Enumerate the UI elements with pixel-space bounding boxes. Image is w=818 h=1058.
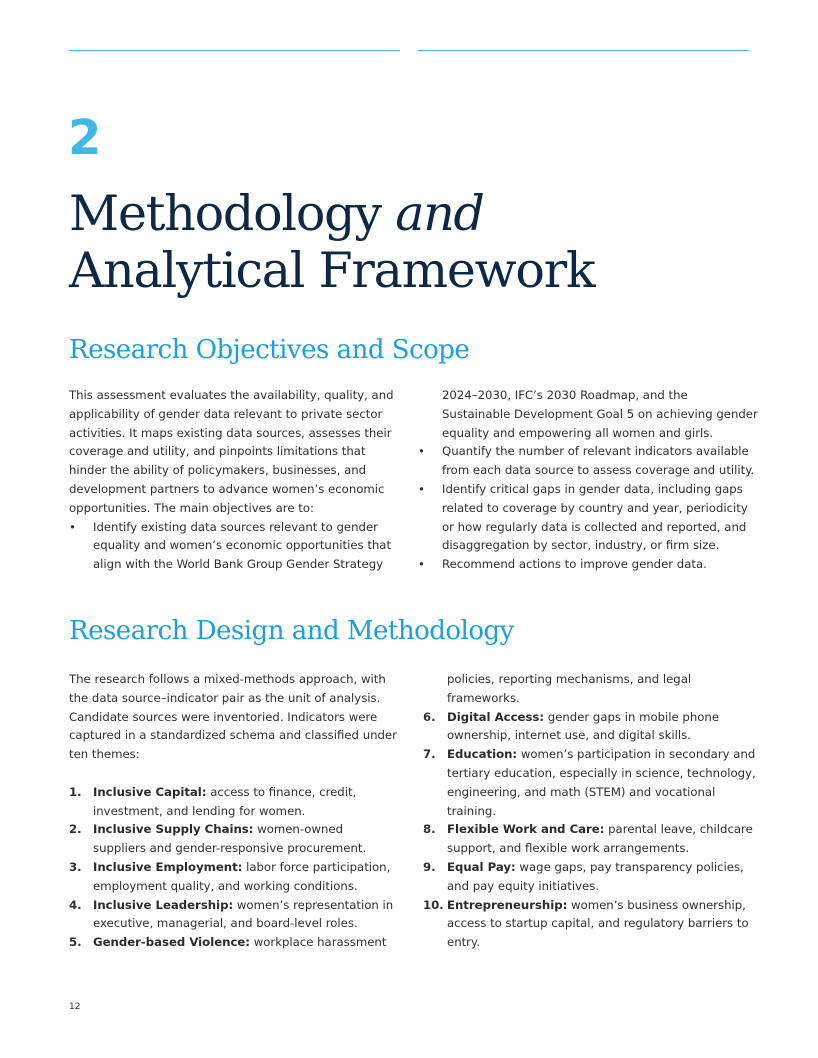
chapter-title bbox=[69, 185, 594, 299]
theme-item bbox=[423, 858, 758, 896]
theme-number: 7. bbox=[423, 747, 436, 762]
objectives-column-left bbox=[69, 386, 399, 574]
theme-title: Inclusive Supply Chains: bbox=[93, 822, 254, 837]
objectives-list-continued bbox=[418, 442, 758, 574]
objective-bullet-3: • Identify critical gaps in gender data, including gaps related to coverage by country and year, periodicity or how regularly data is collected and reported, and disaggregation by sector, industry, or firm size. bbox=[418, 480, 758, 555]
title-line1-italic: and bbox=[395, 185, 484, 242]
theme-text: wage gaps, pay transparency policies, and pay equity initiatives. bbox=[447, 859, 744, 893]
theme-title: Flexible Work and Care: bbox=[447, 822, 605, 837]
theme-item bbox=[423, 820, 758, 858]
theme-text: women-owned suppliers and gender-responsive procurement. bbox=[93, 822, 367, 856]
theme-title: Equal Pay: bbox=[447, 859, 516, 874]
theme-item bbox=[423, 708, 758, 746]
theme-text: parental leave, childcare support, and flexible work arrangements. bbox=[447, 822, 753, 856]
theme-item bbox=[69, 933, 399, 952]
theme-text: labor force participation, employment quality, and working conditions. bbox=[93, 859, 391, 893]
theme-text: access to finance, credit, investment, and lending for women. bbox=[93, 784, 357, 818]
theme-item bbox=[69, 896, 399, 934]
theme-number: 1. bbox=[69, 784, 82, 799]
objective-bullet-2: • Quantify the number of relevant indicators available from each data source to assess coverage and utility. bbox=[418, 442, 758, 480]
theme-title: Inclusive Leadership: bbox=[93, 897, 234, 912]
themes-list bbox=[69, 783, 399, 952]
theme-text: workplace harassment bbox=[249, 935, 387, 950]
theme-number: 6. bbox=[423, 709, 436, 724]
theme-text: gender gaps in mobile phone ownership, internet use, and digital skills. bbox=[447, 709, 720, 743]
theme-item bbox=[69, 858, 399, 896]
themes-list-continued bbox=[423, 708, 758, 952]
theme-item bbox=[69, 820, 399, 858]
theme-item bbox=[69, 783, 399, 821]
theme-number: 5. bbox=[69, 935, 82, 950]
theme-title: Inclusive Capital: bbox=[93, 784, 207, 799]
theme-title: Gender-based Violence: bbox=[93, 935, 250, 950]
objectives-column-right bbox=[418, 386, 758, 574]
theme-text: women’s participation in secondary and tertiary education, especially in science, technology, engineering, and math (STEM) and vocational training. bbox=[447, 747, 756, 818]
top-rule-left bbox=[69, 50, 400, 51]
section-heading-objectives: Research Objectives and Scope bbox=[69, 335, 470, 365]
objective-bullet-1-continued: 2024–2030, IFC’s 2030 Roadmap, and the Sustainable Development Goal 5 on achieving gender equality and empowering all women and girls. bbox=[442, 388, 758, 440]
theme-number: 10. bbox=[423, 897, 444, 912]
design-column-left bbox=[69, 670, 399, 952]
section-heading-design: Research Design and Methodology bbox=[69, 616, 514, 646]
theme-text: women’s representation in executive, managerial, and board-level roles. bbox=[93, 897, 394, 931]
objectives-intro: This assessment evaluates the availability, quality, and applicability of gender data relevant to private sector activities. It maps existing data sources, assesses their coverage and utility, and pinpoints limitations that hinder the ability of policymakers, businesses, and development partners to advance women’s economic opportunities. The main objectives are to: bbox=[69, 388, 394, 515]
theme-item bbox=[423, 896, 758, 952]
theme-title: Education: bbox=[447, 747, 518, 762]
theme-number: 9. bbox=[423, 859, 436, 874]
objective-bullet-4: • Recommend actions to improve gender data. bbox=[418, 555, 758, 574]
theme-5-continued: policies, reporting mechanisms, and legal frameworks. bbox=[447, 672, 692, 705]
theme-title: Entrepreneurship: bbox=[447, 897, 568, 912]
theme-item bbox=[423, 745, 758, 820]
theme-title: Digital Access: bbox=[447, 709, 545, 724]
title-line2: Analytical Framework bbox=[69, 242, 595, 299]
page-number: 12 bbox=[69, 1002, 81, 1012]
design-column-right bbox=[423, 670, 758, 952]
design-intro: The research follows a mixed-methods approach, with the data source–indicator pair as the unit of analysis. Candidate sources were inventoried. Indicators were captured in a standardized schema and classified under ten themes: bbox=[69, 672, 397, 762]
objective-bullet-1: • Identify existing data sources relevant to gender equality and women’s economic opportunities that align with the World Bank Group Gender Strategy bbox=[69, 518, 399, 574]
theme-number: 4. bbox=[69, 897, 82, 912]
theme-number: 3. bbox=[69, 859, 82, 874]
chapter-number: 2 bbox=[68, 110, 102, 166]
theme-text: women’s business ownership, access to startup capital, and regulatory barriers to entry. bbox=[447, 897, 749, 950]
top-rule-right bbox=[418, 50, 749, 51]
title-line1-main: Methodology bbox=[69, 185, 396, 242]
theme-title: Inclusive Employment: bbox=[93, 859, 243, 874]
theme-number: 2. bbox=[69, 822, 82, 837]
objectives-list bbox=[69, 518, 399, 574]
theme-number: 8. bbox=[423, 822, 436, 837]
